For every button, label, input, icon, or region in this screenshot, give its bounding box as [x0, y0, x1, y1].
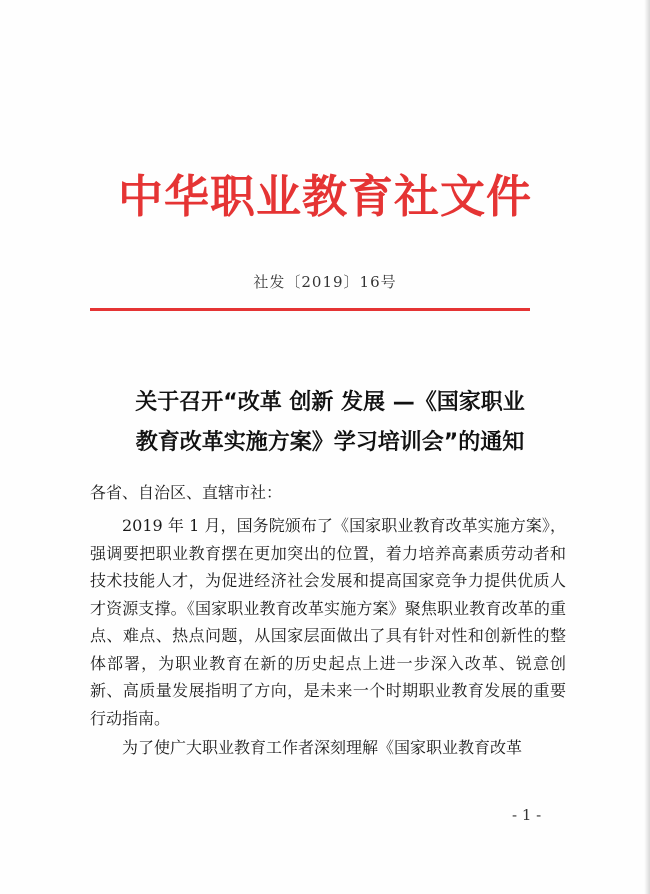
body-paragraph-1: 2019 年 1 月，国务院颁布了《国家职业教育改革实施方案》，强调要把职业教育摆在更加突出的位置，着力培养高素质劳动者和技术技能人才，为促进经济社会发展和提高国家竞争力提供优质人才资源支撑。《国家职业教育改革实施方案》聚焦职业教育改革的重点、难点、热点问题，从国家层面做出了具有针对性和创新性的整体部署，为职业教育在新的历史起点上进一步深入改革、锐意创新、高质量发展指明了方向，是未来一个时期职业教育发展的重要行动指南。: [90, 516, 566, 728]
document-header-title: 中华职业教育社文件: [117, 170, 532, 223]
red-divider-rule: [90, 308, 530, 311]
document-number: 社发〔2019〕16号: [253, 273, 397, 291]
notice-title-line-2: 教育改革实施方案》学习培训会”的通知: [135, 430, 525, 455]
notice-title-line-1: 关于召开“改革 创新 发展 —《国家职业: [135, 390, 525, 415]
page-edge-shadow: [644, 0, 650, 894]
page-number: - 1 -: [512, 806, 542, 824]
body-text: [90, 512, 566, 762]
salutation: 各省、自治区、直辖市社：: [90, 483, 283, 502]
notice-title: [95, 383, 565, 463]
body-paragraph-2: 为了使广大职业教育工作者深刻理解《国家职业教育改革: [122, 738, 523, 757]
